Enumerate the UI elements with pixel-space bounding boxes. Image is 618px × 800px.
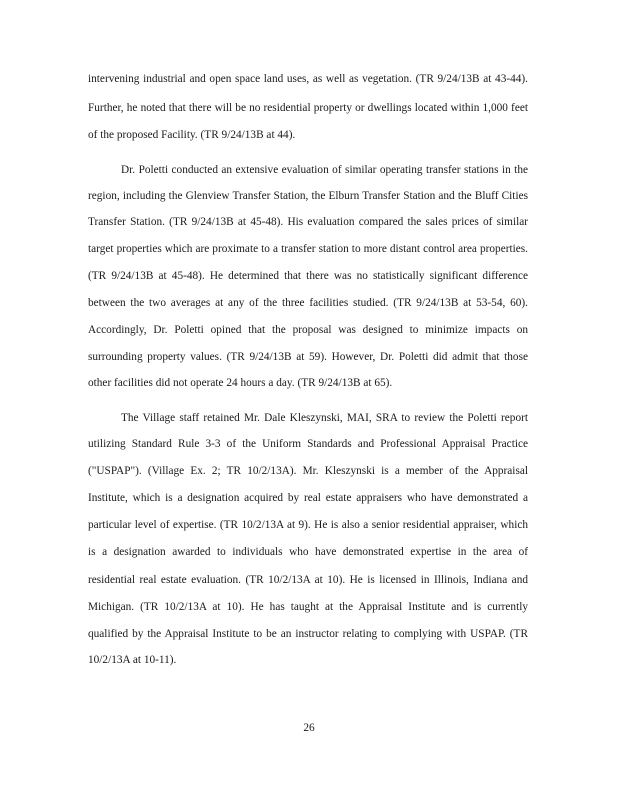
paragraph-3-line-10: 10/2/13A at 10-11).	[88, 654, 177, 666]
paragraph-2-line-5: (TR 9/24/13B at 45-48). He determined that there was no statistically significant difference	[88, 270, 528, 282]
page-number: 26	[303, 722, 315, 734]
paragraph-2-line-4: target properties which are proximate to a transfer station to more distant control area properties.	[88, 243, 528, 255]
paragraph-2-line-8: surrounding property values. (TR 9/24/13B at 59). However, Dr. Poletti did admit that those	[88, 351, 528, 363]
paragraph-1-line-3: of the proposed Facility. (TR 9/24/13B at 44).	[88, 129, 296, 141]
paragraph-3-line-5: particular level of expertise. (TR 10/2/13A at 9). He is also a senior residential appraiser, which	[88, 519, 528, 531]
paragraph-1-line-1: intervening industrial and open space land uses, as well as vegetation. (TR 9/24/13B at 43-44).	[88, 73, 528, 85]
paragraph-2-line-2: region, including the Glenview Transfer Station, the Elburn Transfer Station and the Bluff Cities	[88, 190, 528, 202]
paragraph-3-line-4: Institute, which is a designation acquired by real estate appraisers who have demonstrated a	[88, 492, 528, 504]
paragraph-3-line-6: is a designation awarded to individuals who have demonstrated expertise in the area of	[88, 546, 528, 558]
paragraph-3-line-3: ("USPAP"). (Village Ex. 2; TR 10/2/13A). Mr. Kleszynski is a member of the Appraisal	[88, 465, 528, 477]
paragraph-1-line-2: Further, he noted that there will be no residential property or dwellings located within 1,000 feet	[88, 102, 528, 114]
paragraph-3-line-2: utilizing Standard Rule 3-3 of the Uniform Standards and Professional Appraisal Practice	[88, 438, 528, 450]
paragraph-2-line-3: Transfer Station. (TR 9/24/13B at 45-48). His evaluation compared the sales prices of similar	[88, 216, 528, 228]
paragraph-3-line-8: Michigan. (TR 10/2/13A at 10). He has taught at the Appraisal Institute and is currently	[88, 601, 528, 613]
paragraph-2-line-7: Accordingly, Dr. Poletti opined that the proposal was designed to minimize impacts on	[88, 324, 528, 336]
paragraph-2-line-9: other facilities did not operate 24 hours a day. (TR 9/24/13B at 65).	[88, 377, 393, 389]
paragraph-3-line-7: residential real estate evaluation. (TR 10/2/13A at 10). He is licensed in Illinois, Indiana and	[88, 574, 528, 586]
paragraph-2-line-6: between the two averages at any of the three facilities studied. (TR 9/24/13B at 53-54, 60).	[88, 297, 528, 309]
paragraph-2-line-1: Dr. Poletti conducted an extensive evaluation of similar operating transfer stations in the	[121, 164, 528, 176]
paragraph-3-line-9: qualified by the Appraisal Institute to be an instructor relating to complying with USPAP. (TR	[88, 628, 528, 640]
paragraph-3-line-1: The Village staff retained Mr. Dale Kleszynski, MAI, SRA to review the Poletti report	[121, 412, 528, 424]
